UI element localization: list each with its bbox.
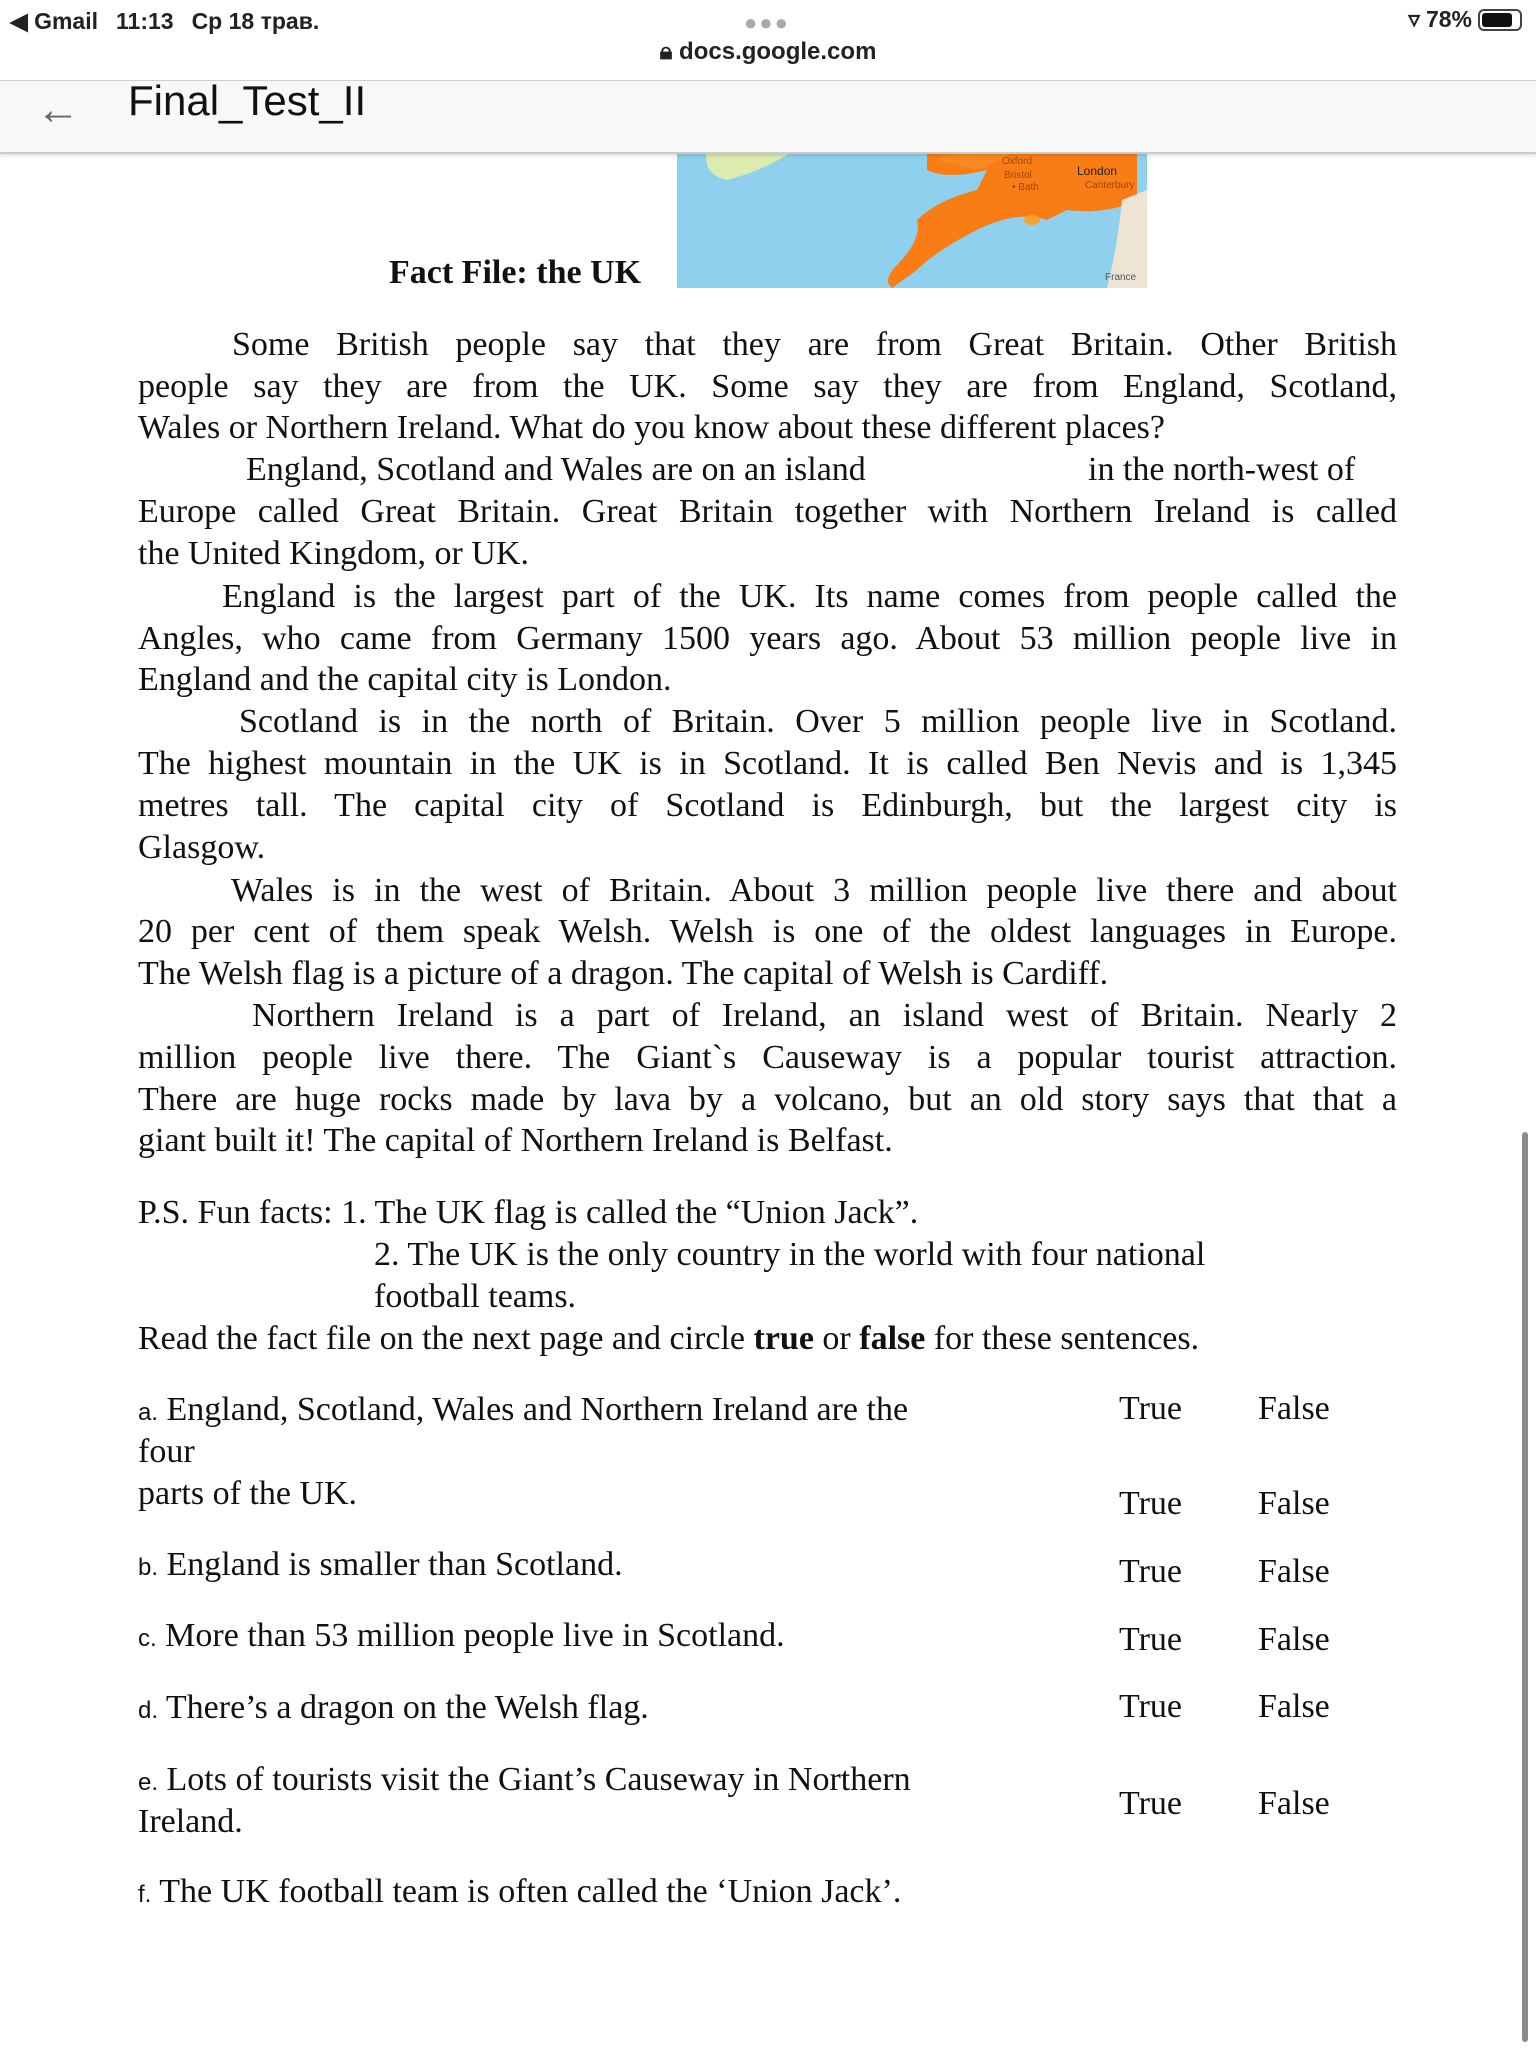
text-line: Scotland is in the north of Britain. Over 5 million people live in Scotland. — [239, 703, 1397, 740]
map-graphic — [677, 140, 1147, 288]
text-line: Some British people say that they are from Great Britain. Other British — [232, 326, 1397, 363]
date: Ср 18 трав. — [191, 8, 320, 34]
option-false[interactable]: False — [1258, 1553, 1330, 1590]
text-line: people say they are from the UK. Some say they are from England, Scotland, — [138, 368, 1397, 405]
option-false[interactable]: False — [1258, 1390, 1330, 1427]
question-letter: c. — [138, 1625, 157, 1652]
question-text: There’s a dragon on the Welsh flag. — [165, 1689, 649, 1726]
map-label: Canterbury — [1085, 180, 1135, 191]
text-line: metres tall. The capital city of Scotland is Edinburgh, but the largest city is — [138, 787, 1397, 824]
instruction-true: true — [753, 1320, 814, 1357]
text-line: Wales or Northern Ireland. What do you know about these different places? — [138, 409, 1165, 446]
text-line: Europe called Great Britain. Great Britain together with Northern Ireland is called — [138, 493, 1397, 530]
fun-fact-1: P.S. Fun facts: 1. The UK flag is called the “Union Jack”. — [138, 1194, 919, 1231]
question-letter: a. — [138, 1399, 159, 1426]
status-bar — [0, 0, 1536, 81]
question-text: More than 53 million people live in Scotland. — [165, 1617, 785, 1654]
fun-fact-2: 2. The UK is the only country in the world with four national — [374, 1236, 1206, 1273]
text-line: million people live there. The Giant`s Causeway is a popular tourist attraction. — [138, 1039, 1397, 1076]
map-label: • Bath — [1012, 182, 1039, 193]
text-line: in the north-west of — [1088, 451, 1356, 488]
text-line: The Welsh flag is a picture of a dragon. The capital of Welsh is Cardiff. — [138, 955, 1109, 992]
text-line: Northern Ireland is a part of Ireland, an island west of Britain. Nearly 2 — [252, 997, 1397, 1034]
map-label: France — [1105, 272, 1137, 283]
map-label: London — [1077, 164, 1118, 178]
map-label: Bristol — [1004, 170, 1032, 181]
text-line: the United Kingdom, or UK. — [138, 535, 529, 572]
text-line: There are huge rocks made by lava by a volcano, but an old story says that that a — [138, 1081, 1397, 1118]
instruction-false: false — [859, 1320, 926, 1357]
question-b — [138, 1544, 623, 1589]
question-d — [138, 1687, 649, 1732]
text-line: Angles, who came from Germany 1500 years ago. About 53 million people live in — [138, 620, 1397, 657]
doc-header — [0, 77, 1536, 154]
wifi-icon: ▿ — [1408, 6, 1420, 32]
text-line: The highest mountain in the UK is in Scotland. It is called Ben Nevis and is 1,345 — [138, 745, 1397, 782]
text-line: England, Scotland and Wales are on an island — [246, 451, 866, 488]
uk-map-image — [677, 140, 1147, 288]
text-line: Wales is in the west of Britain. About 3 million people live there and about — [231, 872, 1397, 909]
instruction-text: Read the fact file on the next page and circle — [138, 1320, 754, 1357]
url-text: docs.google.com — [679, 38, 877, 65]
question-e — [138, 1759, 911, 1804]
battery-icon — [1478, 9, 1522, 31]
question-c — [138, 1615, 785, 1660]
question-a — [138, 1389, 908, 1434]
question-text: Lots of tourists visit the Giant’s Causeway in Northern — [166, 1761, 911, 1798]
option-true[interactable]: True — [1119, 1390, 1182, 1427]
lock-icon: 🔒︎ — [659, 38, 673, 65]
text-line: England is the largest part of the UK. Its name comes from people called the — [222, 578, 1397, 615]
option-false[interactable]: False — [1258, 1485, 1330, 1522]
url-bar[interactable] — [0, 38, 1536, 66]
text-line: 20 per cent of them speak Welsh. Welsh is one of the oldest languages in Europe. — [138, 913, 1397, 950]
instruction-text: or — [813, 1320, 860, 1357]
question-letter: d. — [138, 1697, 159, 1724]
instruction — [138, 1318, 1199, 1360]
option-true[interactable]: True — [1119, 1785, 1182, 1822]
question-text: parts of the UK. — [138, 1475, 358, 1512]
option-true[interactable]: True — [1119, 1621, 1182, 1658]
text-line: England and the capital city is London. — [138, 661, 672, 698]
doc-title: Final_Test_II — [128, 77, 367, 124]
fun-fact-2-cont: football teams. — [374, 1278, 577, 1315]
text-line: Glasgow. — [138, 829, 266, 866]
question-text: four — [138, 1433, 195, 1470]
more-dots-icon[interactable]: ●●● — [744, 10, 790, 35]
scrollbar[interactable] — [1522, 1132, 1528, 2042]
battery-percent: 78% — [1425, 6, 1472, 32]
option-true[interactable]: True — [1119, 1485, 1182, 1522]
fact-file-title: Fact File: the UK — [389, 254, 642, 291]
question-letter: b. — [138, 1554, 159, 1581]
time: 11:13 — [116, 8, 174, 34]
back-to-gmail[interactable]: ◀ Gmail — [10, 8, 98, 34]
question-text: England is smaller than Scotland. — [166, 1546, 623, 1583]
option-false[interactable]: False — [1258, 1785, 1330, 1822]
option-false[interactable]: False — [1258, 1621, 1330, 1658]
question-text: England, Scotland, Wales and Northern Ireland are the — [166, 1391, 909, 1428]
text-line: giant built it! The capital of Northern Ireland is Belfast. — [138, 1122, 893, 1159]
option-true[interactable]: True — [1119, 1553, 1182, 1590]
question-text: The UK football team is often called the ‘Union Jack’. — [159, 1873, 902, 1910]
question-text: Ireland. — [138, 1803, 243, 1840]
instruction-text: for these sentences. — [925, 1320, 1200, 1357]
back-arrow-icon[interactable]: ← — [36, 85, 80, 134]
option-false[interactable]: False — [1258, 1688, 1330, 1725]
question-f — [138, 1871, 901, 1916]
question-letter: f. — [138, 1881, 152, 1908]
map-label: Oxford — [1002, 156, 1033, 167]
option-true[interactable]: True — [1119, 1688, 1182, 1725]
question-letter: e. — [138, 1769, 159, 1796]
